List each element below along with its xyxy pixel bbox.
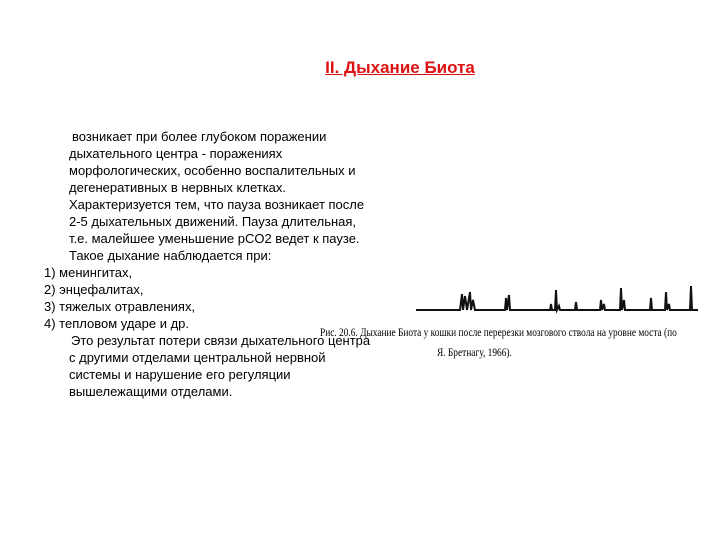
intro-paragraph: возникает при более глубоком поражении дыхательного центра - поражениях морфологических, особенно воспалительных и дегенеративных в нервных клетках. Характеризуется тем, что пауза возникает после 2-5 дыхательных движений. Пауза длительная, т.е. малейшее уменьшение pCO2 ведет к паузе. Такое дыхание наблюдается при: [69, 129, 365, 263]
conclusion-paragraph: Это результат потери связи дыхательного центра с другими отделами центральной нервной системы и нарушение его регуляции вышележащими отделами. [69, 333, 371, 399]
caption-line-2: Я. Бретнагу, 1966). [437, 345, 512, 359]
list-item-4: 4) тепловом ударе и др. [44, 316, 190, 331]
biot-breathing-figure [320, 280, 700, 380]
list-item-2: 2) энцефалитах, [44, 282, 144, 297]
slide-title: II. Дыхание Биота [325, 58, 475, 77]
trace-line [416, 286, 698, 310]
respiration-trace [320, 280, 700, 320]
list-item-1: 1) менингитах, [44, 265, 133, 280]
figure-caption [320, 322, 677, 362]
list-item-3: 3) тяжелых отравлениях, [44, 299, 196, 314]
caption-line-1: Рис. 20.6. Дыхание Биота у кошки после перерезки мозгового ствола на уровне моста (по [320, 325, 677, 339]
